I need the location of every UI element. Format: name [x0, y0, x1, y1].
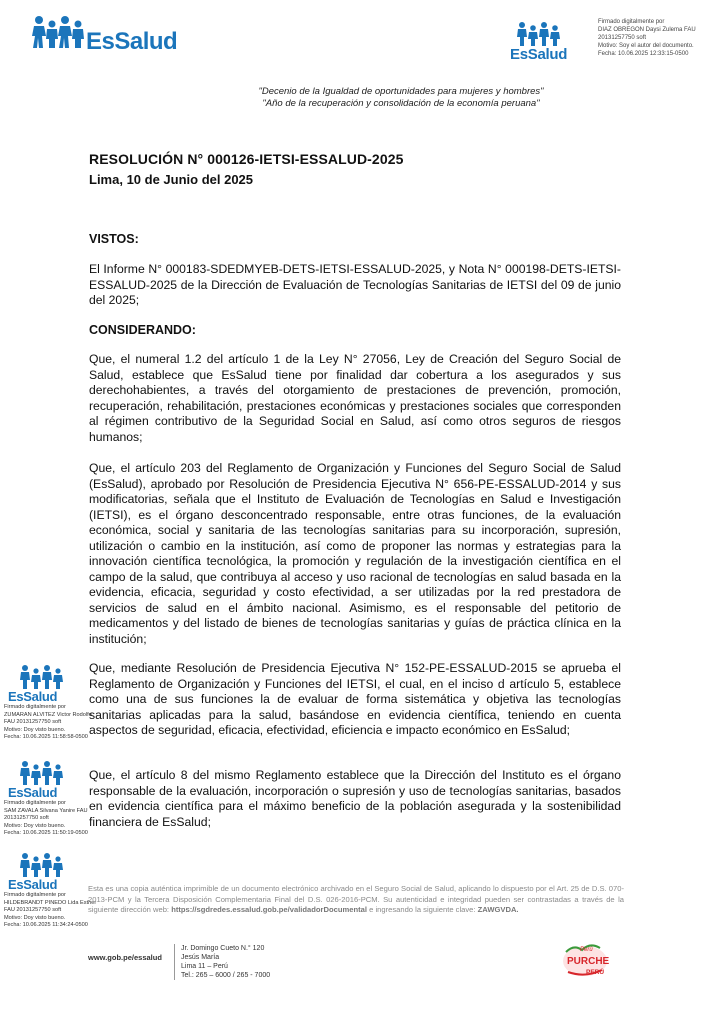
- stamp-line: Motivo: Doy visto bueno.: [4, 822, 66, 829]
- digital-signature-top: [598, 18, 720, 58]
- signature-line: 20131257750 soft: [598, 35, 647, 41]
- address-line: Lima 11 – Perú: [181, 963, 228, 970]
- paragraph-4: Que, el artículo 8 del mismo Reglamento establece que la Dirección del Instituto es el órgano responsable de la evaluación, incorporación o supresión y uso de tecnologías sanitarias, basados en evidencia científica para el máximo beneficio de la población asegurada y la sostenibilidad financiera de EsSalud;: [89, 768, 621, 829]
- stamp-line: ZUMARAN ALVITEZ Victor Rodolfo: [4, 711, 92, 718]
- motto-line-2: "Año de la recuperación y consolidación de la economía peruana": [262, 98, 540, 109]
- peru-brand-logo: [560, 940, 610, 980]
- motto: [0, 86, 724, 110]
- stamp-line: Firmado digitalmente por: [4, 704, 66, 710]
- address-line: Jesús María: [181, 954, 220, 961]
- peru-logo-icon: [560, 940, 610, 980]
- essalud-stamp-logo: [4, 760, 84, 786]
- essalud-logo-right: [508, 20, 578, 66]
- signature-line: Firmado digitalmente por: [598, 19, 665, 25]
- resolution-date: Lima, 10 de Junio del 2025: [89, 172, 254, 187]
- paragraph-1: Que, el numeral 1.2 del artículo 1 de la Ley N° 27056, Ley de Creación del Seguro Social de Salud, establece que EsSalud tiene por finalidad dar cobertura a los asegurados y sus derechohabientes, a través del otorgamiento de prestaciones de prevención, promoción, recuperación, rehabilitación, prestaciones económicas y prestaciones sociales que corresponden al régimen contributivo de la Seguridad Social en Salud, así como otros seguros de riesgos humanos;: [89, 352, 621, 444]
- peru-logo-text-2: PURCHE: [567, 956, 610, 967]
- logo-text: EsSalud: [86, 28, 178, 55]
- website-link[interactable]: www.gob.pe/essalud: [88, 953, 162, 962]
- essalud-logo: [32, 14, 182, 54]
- family-figures-icon: [514, 20, 574, 48]
- family-figures-icon: [32, 14, 86, 50]
- stamp-line: Motivo: Doy visto bueno.: [4, 726, 66, 733]
- stamp-line: HILDEBRANDT PINEDO Lida Esther: [4, 899, 97, 906]
- signature-line: Motivo: Soy el autor del documento.: [598, 43, 694, 49]
- authenticity-note: [88, 884, 624, 916]
- stamp-line: Fecha: 10.06.2025 11:34:24-0500: [4, 922, 88, 928]
- stamp-line: SAM ZAVALA Silvana Yanire FAU: [4, 807, 88, 814]
- signature-stamp: [4, 760, 88, 838]
- address-block: [174, 944, 270, 980]
- validation-key: ZAWGVDA.: [477, 905, 519, 914]
- motto-line-1: "Decenio de la Igualdad de oportunidades para mujeres y hombres": [258, 86, 544, 97]
- vistos-paragraph: El Informe N° 000183-SDEDMYEB-DETS-IETSI-ESSALUD-2025, y Nota N° 000198-DETS-IETSI-ESSALUD-2025 de la Dirección de Evaluación de Tecnologías Sanitarias de IETSI del 09 de junio del 2025;: [89, 262, 621, 307]
- essalud-stamp-logo: [4, 664, 84, 690]
- resolution-title: RESOLUCIÓN N° 000126-IETSI-ESSALUD-2025: [89, 151, 404, 167]
- logo-text: EsSalud: [510, 46, 568, 63]
- family-figures-icon: [18, 852, 68, 878]
- stamp-logo-text: EsSalud: [8, 785, 58, 800]
- paragraph-3: Que, mediante Resolución de Presidencia Ejecutiva N° 152-PE-ESSALUD-2015 se aprueba el Reglamento de Organización y Funciones del IETSI, el cual, en el inciso d artículo 5, establece como una de sus funciones la de evaluar de forma sistemática y objetiva las tecnologías sanitarias aplicadas para la salud, basándose en evidencia científica, teniendo en cuenta aspectos de seguridad, eficacia, efectividad, eficiencia e impacto económico en EsSalud;: [89, 661, 621, 737]
- stamp-line: Fecha: 10.06.2025 11:50:19-0500: [4, 830, 88, 836]
- address-line: Tel.: 265 – 6000 / 265 - 7000: [181, 972, 271, 979]
- signature-stamp: [4, 664, 92, 742]
- signature-line: DIAZ OBREGON Daysi Zulema FAU: [598, 27, 696, 33]
- stamp-line: Firmado digitalmente por: [4, 892, 66, 898]
- signature-line: Fecha: 10.06.2025 12:33:15-0500: [598, 51, 689, 57]
- stamp-line: Firmado digitalmente por: [4, 800, 66, 806]
- considerando-heading: CONSIDERANDO:: [89, 323, 196, 337]
- stamp-line: FAU 20131257750 soft: [4, 907, 62, 913]
- essalud-stamp-logo: [4, 852, 84, 878]
- stamp-logo-text: EsSalud: [8, 689, 58, 704]
- validator-url[interactable]: https://sgdredes.essalud.gob.pe/validadorDocumental: [171, 905, 367, 914]
- peru-logo-text-3: PERÚ: [586, 969, 605, 976]
- stamp-line: 20131257750 soft: [4, 815, 49, 821]
- authenticity-text-mid: e ingresando la siguiente clave:: [369, 905, 476, 914]
- address-line: Jr. Domingo Cueto N.° 120: [181, 945, 265, 952]
- family-figures-icon: [18, 664, 68, 690]
- family-figures-icon: [18, 760, 68, 786]
- signature-stamp: [4, 852, 97, 930]
- stamp-line: FAU 20131257750 soft: [4, 719, 62, 725]
- stamp-line: Motivo: Doy visto bueno.: [4, 914, 66, 921]
- paragraph-2: Que, el artículo 203 del Reglamento de Organización y Funciones del Seguro Social de Salud (EsSalud), aprobado por Resolución de Presidencia Ejecutiva N° 656-PE-ESSALUD-2014 y sus modificatorias, señala que el Instituto de Evaluación de Tecnologías en Salud e Investigación (IETSI), es el órgano desconcentrado responsable, entre otras funciones, de la evaluación económica, social y sanitaria de las tecnologías sanitarias para su incorporación, supresión, utilización o cambio en la institución, así como de proponer las normas y estrategias para la innovación científica tecnológica, la promoción y regulación de la investigación científica en el campo de la salud, que contribuya al acceso y uso racional de tecnologías en salud basada en la evidencia, eficacia, seguridad y costo efectividad, a ser utilizadas por la red prestadora de servicios de salud en el ámbito nacional. Asimismo, es el responsable del petitorio de medicamentos y del listado de bienes de tecnologías sanitarias y guías de práctica clínica en la institución;: [89, 461, 621, 646]
- authenticity-text: Esta es una copia auténtica imprimible de un documento electrónico archivado en el Seguro Social de Salud, aplicando lo dispuesto por el Art. 25 de D.S. 070-2013-PCM y la Tercera Disposición Complementaria Final del D.S. 026-2016-PCM. Su autenticidad e integridad pueden ser contrastadas a través de la siguiente dirección web:: [88, 884, 624, 914]
- stamp-logo-text: EsSalud: [8, 877, 58, 892]
- stamp-line: Fecha: 10.06.2025 11:58:58-0500: [4, 734, 88, 740]
- vistos-heading: VISTOS:: [89, 232, 139, 246]
- peru-logo-text-1: Perú: [580, 947, 593, 953]
